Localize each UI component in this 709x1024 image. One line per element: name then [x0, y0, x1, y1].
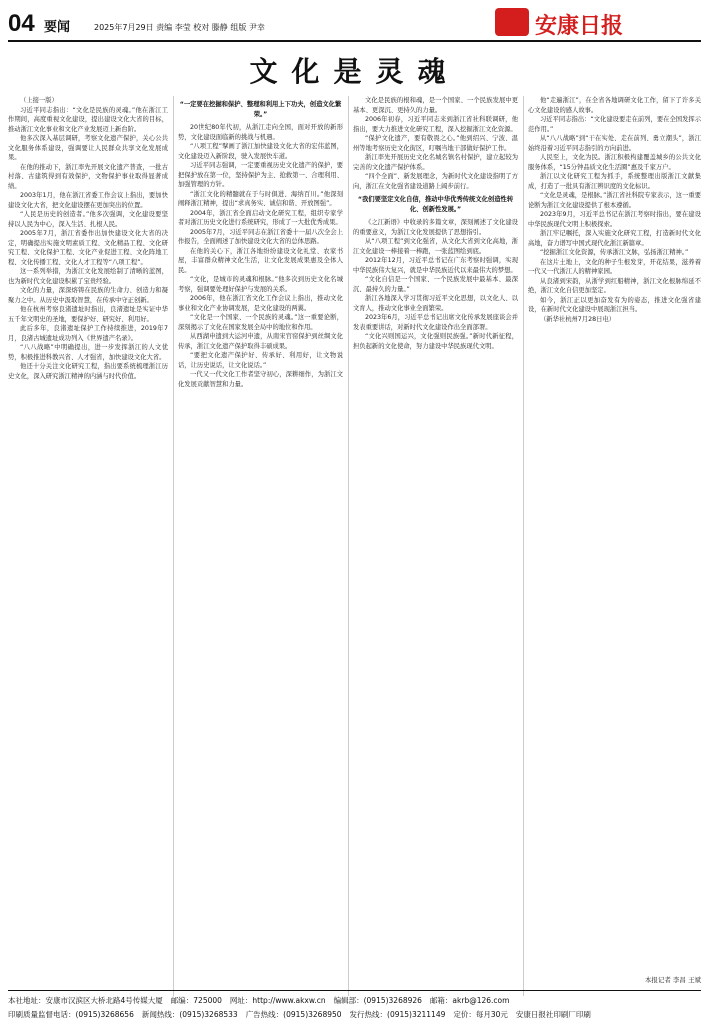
- paragraph: 从良渚到宋韵，从浙学到红船精神，浙江文化根脉绵延不绝，浙江文化自信更加坚定。: [528, 277, 701, 294]
- footer-rule: [8, 990, 701, 991]
- footer-item: 邮箱：akrb@126.com: [429, 996, 510, 1005]
- date-line: 2025年7月29日 责编 李莹 校对 滕静 组版 尹幸: [94, 23, 265, 32]
- article-column-2: [178, 96, 343, 968]
- footer-row-2: [8, 1009, 701, 1020]
- newspaper-logo: [495, 8, 695, 39]
- footer-item: 定价：每月30元: [453, 1010, 508, 1019]
- paragraph: 2006年初春，习近平同志来到浙江省社科联调研，他指出，要大力推进文化研究工程，深入挖掘浙江文化资源。: [353, 116, 518, 133]
- paragraph: 2023年9月，习近平总书记在浙江考察时指出，要在建设中华民族现代文明上积极探索。: [528, 211, 701, 228]
- page-number: 04: [8, 10, 35, 37]
- paragraph: 这一系列举措，为浙江文化发展绘制了清晰的蓝图，也为新时代文化建设积累了宝贵经验。: [8, 268, 168, 285]
- paragraph: 浙江以文化研究工程为抓手，系统整理出版浙江文献集成，打造了一批具有浙江辨识度的文化标识。: [528, 173, 701, 190]
- paragraph: “人民是历史的创造者。”他多次强调，文化建设要坚持以人民为中心，深入生活、扎根人民。: [8, 211, 168, 228]
- paragraph: 他“走遍浙江”，在全省各地调研文化工作，留下了许多关心文化建设的感人故事。: [528, 97, 701, 114]
- logo-text: 安康日报: [535, 13, 624, 39]
- paragraph: 浙江牢记嘱托，深入实施文化研究工程，打造新时代文化高地，奋力谱写中国式现代化浙江新篇章。: [528, 230, 701, 247]
- paragraph: 习近平同志指出：“文化建设要走在前列，要在全国发挥示范作用。”: [528, 116, 701, 133]
- paragraph: 2003年1月，他在浙江省委工作会议上指出，要加快建设文化大省，把文化建设摆在更加突出的位置。: [8, 192, 168, 209]
- column-divider: [173, 96, 174, 996]
- paragraph: 此后多年，良渚遗址保护工作持续推进，2019年7月，良渚古城遗址成功列入《世界遗产名录》。: [8, 325, 168, 342]
- subheading: “我们要坚定文化自信，推动中华优秀传统文化创造性转化、创新性发展。”: [357, 196, 514, 213]
- header-rule: [8, 40, 701, 42]
- article-column-1: [8, 96, 168, 968]
- paragraph: “文化，是城市的灵魂和根脉。”他多次到历史文化名城考察，强调要处理好保护与发展的关系。: [178, 276, 343, 293]
- paragraph: 从“八项工程”到文化强省，从文化大省到文化高地，浙江文化建设一棒接着一棒跑，一张蓝图绘到底。: [353, 238, 518, 255]
- paragraph: “八项工程”擘画了浙江加快建设文化大省的宏伟蓝图，文化建设迈入新阶段，驶入发展快车道。: [178, 143, 343, 160]
- paragraph: （上接一版）: [20, 97, 58, 104]
- paragraph: 浙江率先开展历史文化名城名镇名村保护，建立起较为完善的文化遗产保护体系。: [353, 154, 518, 171]
- paragraph: 在这片土地上，文化的种子生根发芽，开花结果，滋养着一代又一代浙江人的精神家园。: [528, 258, 701, 275]
- section-label: 要闻: [44, 20, 71, 35]
- paragraph: 从“八八战略”到“干在实处、走在前列、勇立潮头”，浙江始终沿着习近平同志指引的方向前进。: [528, 135, 701, 152]
- logo-emblem-icon: [495, 8, 529, 36]
- paragraph: 2012年12月，习近平总书记在广东考察时强调，实现中华民族伟大复兴，就是中华民族近代以来最伟大的梦想。: [353, 257, 518, 274]
- paragraph: 从西湖申遗到大运河申遗，从南宋官窑保护到丝绸文化传承，浙江文化遗产保护取得丰硕成果。: [178, 333, 343, 350]
- paragraph: 《之江新语》中收录的多篇文章，深刻阐述了文化建设的重要意义，为浙江文化发展提供了思想指引。: [353, 219, 518, 236]
- paragraph: 人民至上，文化为民。浙江积极构建覆盖城乡的公共文化服务体系，“15分钟品质文化生活圈”惠及千家万户。: [528, 154, 701, 171]
- paragraph: 2004年，浙江省全面启动文化研究工程，组织专家学者对浙江历史文化进行系统研究，形成了一大批优秀成果。: [178, 209, 343, 226]
- paragraph: （新华社杭州7月28日电）: [540, 315, 615, 323]
- paragraph: “文化是一个国家、一个民族的灵魂。”这一重要论断，深刻揭示了文化在国家发展全局中的地位和作用。: [178, 314, 343, 331]
- footer-item: 发行热线：(0915)3211149: [349, 1010, 446, 1019]
- paragraph: “文化兴则国运兴，文化强则民族强。”新时代新征程，担负起新的文化使命，努力建设中华民族现代文明。: [353, 333, 518, 350]
- subheading: “一定要在挖掘和保护、整理和利用上下功夫，创造文化繁荣。”: [179, 101, 342, 118]
- paragraph: 2005年7月，浙江省委作出加快建设文化大省的决定，明确提出实施文明素质工程、文化精品工程、文化研究工程、文化保护工程、文化产业促进工程、文化阵地工程、文化传播工程、文化人才工程等“八项工程”。: [8, 230, 168, 266]
- footer-item: 新闻热线：(0915)3268533: [141, 1010, 238, 1019]
- footer-item: 编辑部：(0915)3268926: [333, 996, 422, 1005]
- article-column-4: [528, 96, 701, 968]
- paragraph: 2023年6月，习近平总书记出席文化传承发展座谈会并发表重要讲话，对新时代文化建设作出全面部署。: [353, 314, 518, 331]
- page-header: [8, 4, 701, 40]
- paragraph: 在他的推动下，浙江率先开展文化遗产普查，一批古村落、古建筑得到有效保护，文物保护事业取得显著成绩。: [8, 163, 168, 190]
- paragraph: 他多次深入基层调研，考察文化遗产保护，关心公共文化服务体系建设，强调要让人民群众共享文化发展成果。: [8, 135, 168, 161]
- paragraph: “要把文化遗产保护好、传承好、利用好，让文物说话，让历史说话，让文化说话。”: [178, 352, 343, 369]
- paragraph: “文化是灵魂，是根脉。”浙江省社科院专家表示，这一重要论断为浙江文化建设提供了根本遵循。: [528, 192, 701, 209]
- footer-item: 本社地址：安康市汉滨区大桥北路4号传媒大厦: [8, 996, 163, 1005]
- paragraph: 20世纪80年代初，从浙江走向全国，面对开放的新形势，文化建设面临新的挑战与机遇。: [178, 124, 343, 141]
- paragraph: “八八战略”中明确提出，进一步发挥浙江的人文优势，积极推进科教兴省、人才强省，加快建设文化大省。: [8, 344, 168, 361]
- paragraph: 在他的关心下，浙江各地纷纷建设文化礼堂、农家书屋，丰富群众精神文化生活，让文化发展成果惠及全体人民。: [178, 247, 343, 274]
- paragraph: 习近平同志指出：“文化是民族的灵魂。”他在浙江工作期间，高度重视文化建设，提出建设文化大省的目标，推动浙江文化事业和文化产业发展迈上新台阶。: [8, 106, 168, 133]
- footer-item: 印刷质量监督电话：(0915)3268656: [8, 1010, 134, 1019]
- paragraph: 文化是民族的根和魂，是一个国家、一个民族发展中更基本、更深沉、更持久的力量。: [353, 97, 518, 114]
- editor-credit: 本报记者 李昌 王斌: [644, 976, 701, 984]
- column-divider: [523, 96, 524, 996]
- paragraph: 文化的力量，深深熔铸在民族的生命力、创造力和凝聚力之中。从历史中汲取智慧，在传承中守正创新。: [8, 287, 168, 304]
- footer-item: 安康日报社印刷厂印刷: [515, 1010, 591, 1019]
- paragraph: 浙江各地深入学习贯彻习近平文化思想，以文化人、以文育人，推动文化事业全面繁荣。: [353, 295, 518, 312]
- paragraph: 他还十分关注文化研究工程，指出要系统梳理浙江历史文化，深入研究浙江精神的内涵与时代价值。: [8, 363, 168, 380]
- paragraph: “浙江文化的精髓就在于与时俱进、海纳百川。”他深刻阐释浙江精神，提出“求真务实、诚信和谐、开放图强”。: [178, 190, 343, 207]
- paragraph: “四个全面”、新发展理念，为新时代文化建设指明了方向，浙江在文化强省建设道路上阔步前行。: [353, 173, 518, 190]
- paragraph: 2005年7月，习近平同志在浙江省委十一届八次全会上作报告，全面阐述了加快建设文化大省的总体思路。: [178, 228, 343, 245]
- paragraph: “保护文化遗产，要有敬畏之心。”他到绍兴、宁波、温州等地考察历史文化街区，叮嘱当地干部做好保护工作。: [353, 135, 518, 152]
- article-title: 文化是灵魂: [249, 55, 460, 88]
- footer-item: 网址：http://www.akxw.cn: [229, 996, 326, 1005]
- column-divider: [348, 96, 349, 996]
- paragraph: “文化自信是一个国家、一个民族发展中最基本、最深沉、最持久的力量。”: [353, 276, 518, 293]
- paragraph: 他在杭州考察良渚遗址时指出，良渚遗址是实证中华五千年文明史的圣地，要保护好、研究好、利用好。: [8, 306, 168, 323]
- paragraph: 如今，浙江正以更加奋发有为的姿态，推进文化强省建设，在新时代文化建设中展现浙江担当。: [528, 296, 701, 313]
- footer-row-1: [8, 995, 701, 1006]
- paragraph: 2006年，他在浙江省文化工作会议上指出，推动文化事业和文化产业协调发展，是文化建设的两翼。: [178, 295, 343, 312]
- paragraph: “挖掘浙江文化资源，传承浙江文脉，弘扬浙江精神。”: [540, 249, 689, 256]
- footer-item: 邮编：725000: [170, 996, 222, 1005]
- paragraph: 习近平同志强调，一定要重视历史文化遗产的保护，要把保护放在第一位，坚持保护为主、抢救第一、合理利用、加强管理的方针。: [178, 162, 343, 188]
- article-column-3: [353, 96, 518, 968]
- paragraph: 一代又一代文化工作者坚守初心，深耕细作，为浙江文化发展贡献智慧和力量。: [178, 371, 343, 388]
- footer-item: 广告热线：(0915)3268950: [245, 1010, 342, 1019]
